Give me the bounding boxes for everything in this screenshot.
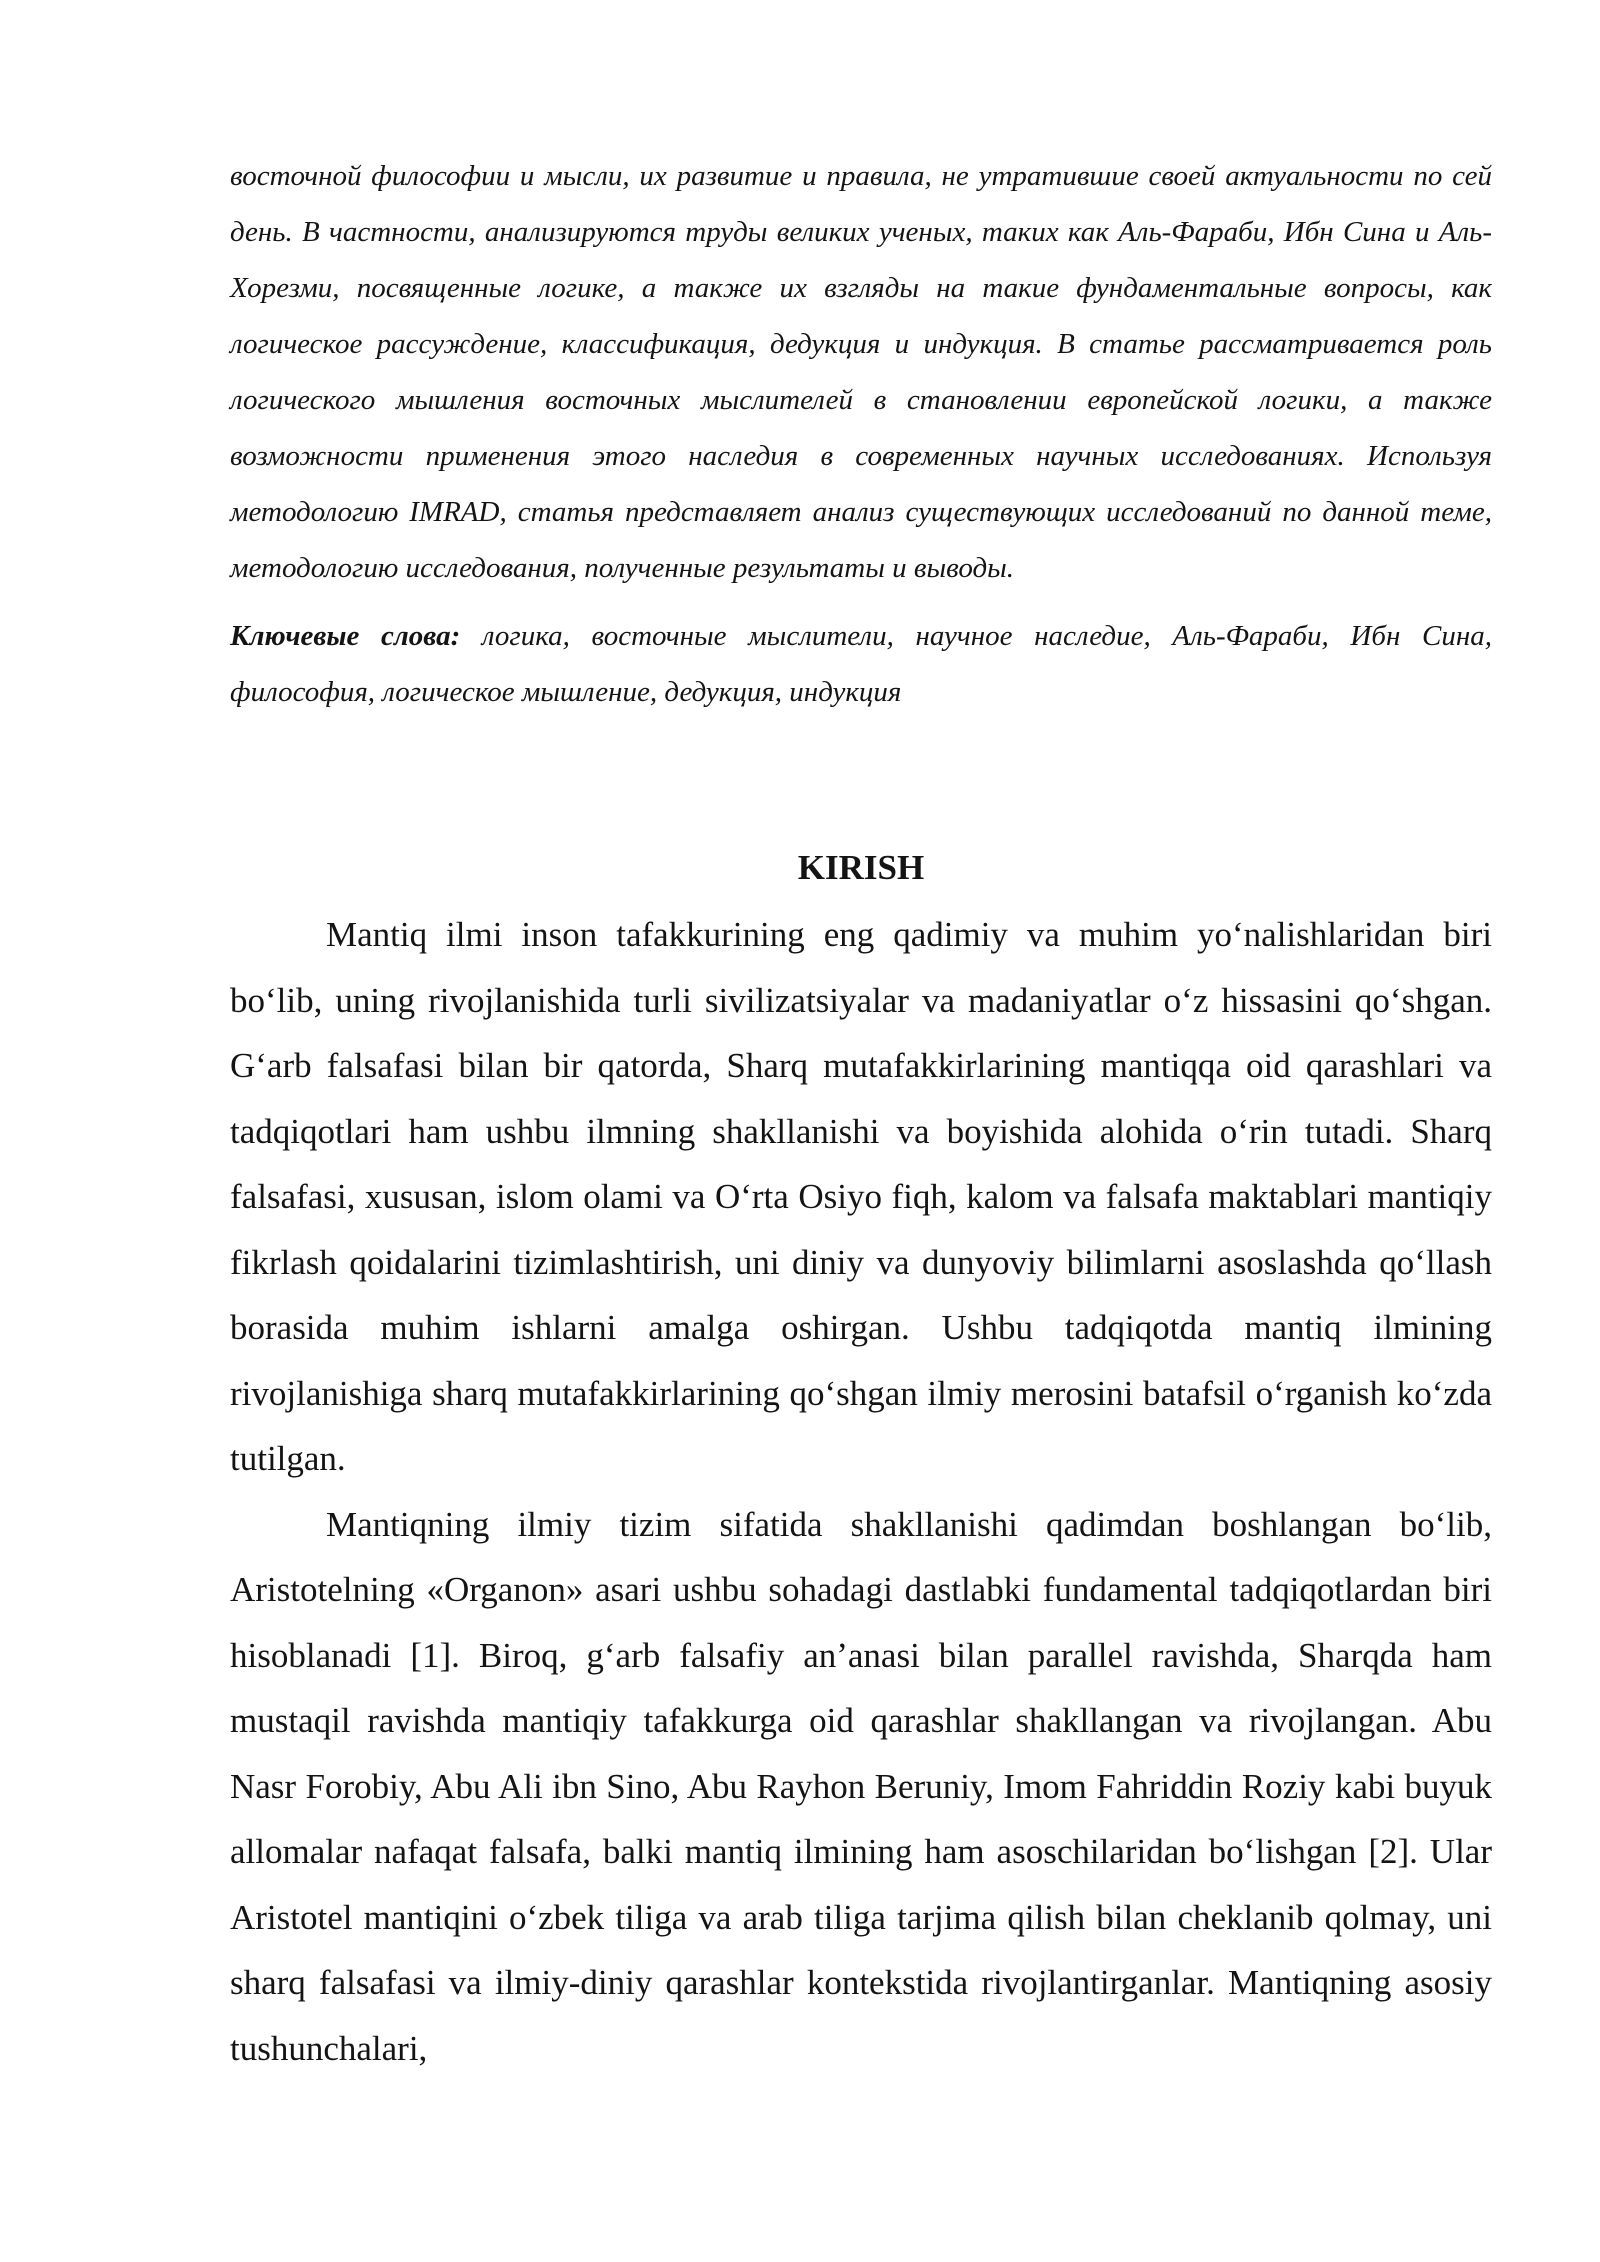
abstract-paragraph: восточной философии и мысли, их развитие и правила, не утратившие своей актуальности по сей день. В частности, анализируются труды великих ученых, таких как Аль-Фараби, Ибн Сина и Аль-Хорезми, посвященные логике, а также их взгляды на такие фундаментальные вопросы, как логическое рассуждение, классификация, дедукция и индукция. В статье рассматривается роль логического мышления восточных мыслителей в становлении европейской логики, а также возможности применения этого наследия в современных научных исследованиях. Используя методологию IMRAD, статья представляет анализ существующих исследований по данной теме, методологию исследования, полученные результаты и выводы. (230, 160, 1492, 584)
keywords-text: логика, восточные мыслители, научное наследие, Аль-Фараби, Ибн Сина, философия, логическое мышление, дедукция, индукция (230, 620, 1492, 708)
body-paragraph-1: Mantiq ilmi inson tafakkurining eng qadimiy va muhim yoʻnalishlaridan biri boʻlib, uning rivojlanishida turli sivilizatsiyalar va madaniyatlar oʻz hissasini qoʻshgan. Gʻarb falsafasi bilan bir qatorda, Sharq mutafakkirlarining mantiqqa oid qarashlari va tadqiqotlari ham ushbu ilmning shakllanishi va boyishida alohida oʻrin tutadi. Sharq falsafasi, xususan, islom olami va Oʻrta Osiyo fiqh, kalom va falsafa maktablari mantiqiy fikrlash qoidalarini tizimlashtirish, uni diniy va dunyoviy bilimlarni asoslashda qoʻllash borasida muhim ishlarni amalga oshirgan. Ushbu tadqiqotda mantiq ilmining rivojlanishiga sharq mutafakkirlarining qoʻshgan ilmiy merosini batafsil oʻrganish koʻzda tutilgan. (230, 915, 1492, 1478)
section-title: KIRISH (797, 848, 925, 887)
document-page (230, 148, 1492, 2068)
keywords-label: Ключевые слова: (230, 620, 461, 652)
body-paragraph-2: Mantiqning ilmiy tizim sifatida shakllanishi qadimdan boshlangan boʻlib, Aristotelning «Organon» asari ushbu sohadagi dastlabki fundamental tadqiqotlardan biri hisoblanadi [1]. Biroq, gʻarb falsafiy anʼanasi bilan parallel ravishda, Sharqda ham mustaqil ravishda mantiqiy tafakkurga oid qarashlar shakllangan va rivojlangan. Abu Nasr Forobiy, Abu Ali ibn Sino, Abu Rayhon Beruniy, Imom Fahriddin Roziy kabi buyuk allomalar nafaqat falsafa, balki mantiq ilmining ham asoschilaridan boʻlishgan [2]. Ular Aristotel mantiqini oʻzbek tiliga va arab tiliga tarjima qilish bilan cheklanib qolmay, uni sharq falsafasi va ilmiy-diniy qarashlar kontekstida rivojlantirganlar. Mantiqning asosiy tushunchalari, (230, 1504, 1492, 2068)
keywords-paragraph (230, 608, 1492, 720)
